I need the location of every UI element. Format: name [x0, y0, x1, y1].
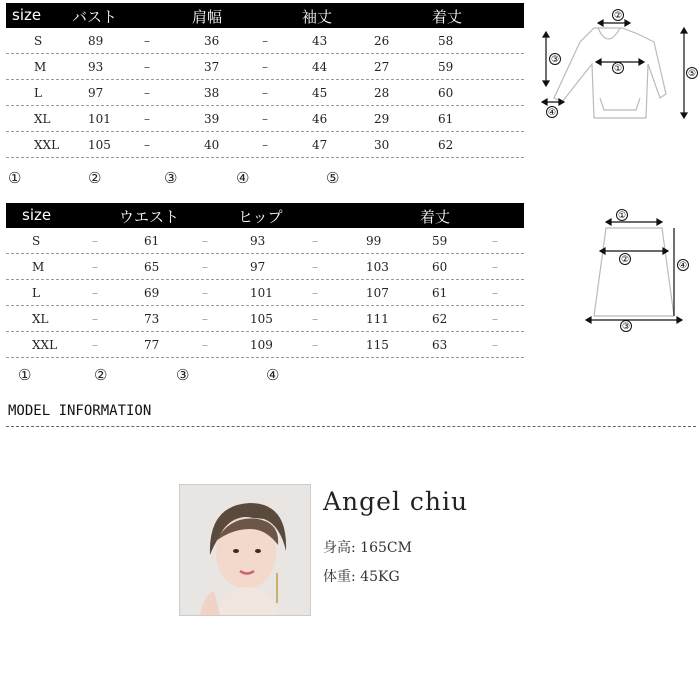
- model-section-title: MODEL INFORMATION: [8, 403, 152, 419]
- value-cell: 73: [144, 312, 160, 326]
- hoodie-outline: [554, 28, 666, 118]
- value-cell: 29: [374, 112, 390, 126]
- value-cell: 44: [312, 60, 328, 74]
- size-table-bottom: [6, 203, 524, 358]
- table-row: [6, 228, 524, 254]
- value-cell: 40: [204, 138, 220, 152]
- range-dash: –: [202, 234, 208, 248]
- range-dash: –: [202, 338, 208, 352]
- value-cell: 115: [366, 338, 389, 352]
- table-row: [6, 306, 524, 332]
- range-dash: –: [202, 260, 208, 274]
- header2-hip: ヒップ: [238, 208, 283, 226]
- value-cell: 101: [250, 286, 273, 300]
- range-dash: –: [312, 234, 318, 248]
- measure-number: ②: [94, 366, 108, 384]
- table-row: [6, 80, 524, 106]
- measure-number: ⑤: [326, 169, 340, 187]
- measure-number: ①: [18, 366, 32, 384]
- value-cell: 45: [312, 86, 328, 100]
- value-cell: 59: [438, 60, 454, 74]
- hoodie-marker-4: ④: [547, 108, 557, 118]
- range-dash: –: [262, 60, 268, 74]
- header2-length: 着丈: [420, 208, 451, 226]
- value-cell: 105: [250, 312, 273, 326]
- range-dash: –: [492, 312, 498, 326]
- measure-number: ③: [176, 366, 190, 384]
- value-cell: 61: [432, 286, 448, 300]
- model-section-divider: [6, 426, 696, 427]
- range-dash: –: [144, 138, 150, 152]
- value-cell: 60: [438, 86, 454, 100]
- skirt-diagram: [580, 206, 692, 334]
- value-cell: 107: [366, 286, 389, 300]
- size-cell: XL: [32, 312, 49, 326]
- value-cell: 97: [250, 260, 266, 274]
- value-cell: 62: [438, 138, 454, 152]
- table-row: [6, 132, 524, 158]
- hoodie-marker-1: ①: [613, 64, 623, 74]
- table-row: [6, 280, 524, 306]
- model-weight: 体重: 45KG: [323, 569, 400, 585]
- range-dash: –: [92, 312, 98, 326]
- table-row: [6, 28, 524, 54]
- header-size: size: [12, 6, 42, 24]
- table-row: [6, 54, 524, 80]
- range-dash: –: [202, 312, 208, 326]
- hoodie-marker-2: ②: [613, 11, 623, 21]
- header-sleeve: 袖丈: [302, 8, 333, 26]
- range-dash: –: [144, 34, 150, 48]
- value-cell: 47: [312, 138, 328, 152]
- header-shoulder: 肩幅: [192, 8, 223, 26]
- size-cell: XXL: [34, 138, 60, 152]
- measure-number: ④: [266, 366, 280, 384]
- measure-number: ④: [236, 169, 250, 187]
- value-cell: 30: [374, 138, 390, 152]
- size-cell: L: [34, 86, 42, 100]
- skirt-marker-1: ①: [617, 211, 627, 221]
- range-dash: –: [492, 260, 498, 274]
- value-cell: 93: [88, 60, 104, 74]
- measure-numbers-top: [8, 169, 368, 189]
- value-cell: 46: [312, 112, 328, 126]
- range-dash: –: [92, 234, 98, 248]
- model-photo: [179, 484, 311, 616]
- range-dash: –: [262, 86, 268, 100]
- range-dash: –: [262, 112, 268, 126]
- hoodie-marker-3: ③: [550, 55, 560, 65]
- header-bust: バスト: [72, 8, 118, 26]
- range-dash: –: [312, 312, 318, 326]
- value-cell: 61: [438, 112, 454, 126]
- value-cell: 43: [312, 34, 328, 48]
- value-cell: 77: [144, 338, 160, 352]
- size-cell: M: [34, 60, 47, 74]
- value-cell: 37: [204, 60, 220, 74]
- size-cell: XXL: [32, 338, 58, 352]
- measure-numbers-bottom: [18, 366, 318, 386]
- value-cell: 60: [432, 260, 448, 274]
- range-dash: –: [312, 286, 318, 300]
- header2-size: size: [22, 206, 52, 224]
- range-dash: –: [492, 286, 498, 300]
- range-dash: –: [312, 260, 318, 274]
- hoodie-marker-5: ⑤: [687, 69, 697, 79]
- table-row: [6, 106, 524, 132]
- range-dash: –: [144, 60, 150, 74]
- size-cell: S: [34, 34, 43, 48]
- table-row: [6, 332, 524, 358]
- value-cell: 28: [374, 86, 390, 100]
- value-cell: 109: [250, 338, 273, 352]
- range-dash: –: [92, 260, 98, 274]
- value-cell: 69: [144, 286, 160, 300]
- value-cell: 58: [438, 34, 454, 48]
- value-cell: 61: [144, 234, 160, 248]
- skirt-marker-3: ③: [621, 322, 631, 332]
- range-dash: –: [144, 86, 150, 100]
- value-cell: 63: [432, 338, 448, 352]
- range-dash: –: [262, 138, 268, 152]
- hoodie-diagram: [536, 6, 698, 126]
- value-cell: 101: [88, 112, 111, 126]
- skirt-marker-4: ④: [678, 261, 688, 271]
- value-cell: 93: [250, 234, 266, 248]
- value-cell: 97: [88, 86, 104, 100]
- value-cell: 105: [88, 138, 111, 152]
- model-name: Angel chiu: [323, 487, 469, 516]
- size-table-top: [6, 3, 524, 158]
- value-cell: 99: [366, 234, 382, 248]
- size-cell: L: [32, 286, 40, 300]
- header-length: 着丈: [432, 8, 463, 26]
- value-cell: 103: [366, 260, 389, 274]
- skirt-outline: [594, 228, 674, 316]
- value-cell: 27: [374, 60, 390, 74]
- value-cell: 26: [374, 34, 390, 48]
- skirt-marker-2: ②: [620, 255, 630, 265]
- header2-waist: ウエスト: [119, 208, 180, 226]
- value-cell: 65: [144, 260, 160, 274]
- range-dash: –: [262, 34, 268, 48]
- table-row: [6, 254, 524, 280]
- size-table-top-header: [6, 3, 524, 28]
- size-cell: XL: [34, 112, 51, 126]
- range-dash: –: [92, 338, 98, 352]
- value-cell: 39: [204, 112, 220, 126]
- size-cell: S: [32, 234, 41, 248]
- range-dash: –: [92, 286, 98, 300]
- range-dash: –: [202, 286, 208, 300]
- value-cell: 59: [432, 234, 448, 248]
- value-cell: 111: [366, 312, 389, 326]
- value-cell: 38: [204, 86, 220, 100]
- range-dash: –: [312, 338, 318, 352]
- range-dash: –: [492, 234, 498, 248]
- range-dash: –: [492, 338, 498, 352]
- value-cell: 36: [204, 34, 220, 48]
- size-table-bottom-header: [6, 203, 524, 228]
- range-dash: –: [144, 112, 150, 126]
- value-cell: 62: [432, 312, 448, 326]
- model-height: 身高: 165CM: [323, 540, 412, 556]
- value-cell: 89: [88, 34, 104, 48]
- size-cell: M: [32, 260, 45, 274]
- measure-number: ②: [88, 169, 102, 187]
- measure-number: ①: [8, 169, 22, 187]
- measure-number: ③: [164, 169, 178, 187]
